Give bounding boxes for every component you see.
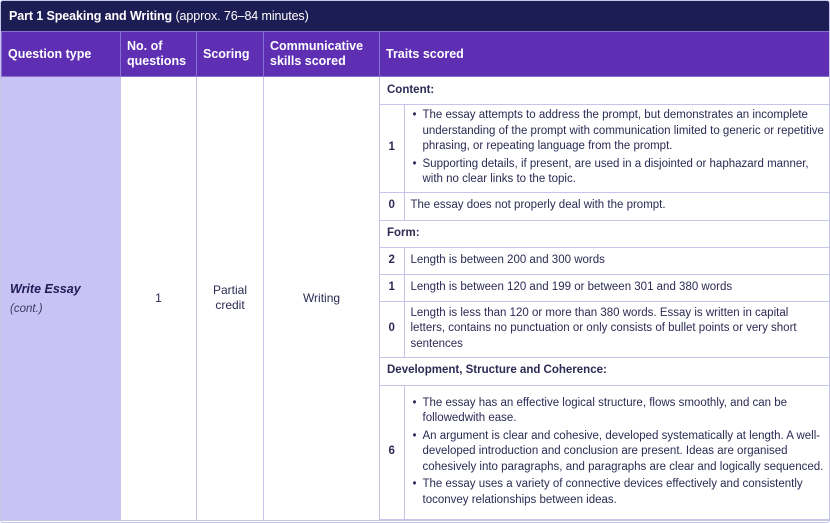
table-header-row <box>2 32 830 77</box>
list-item: • An argument is clear and cohesive, developed systematically at length. A well-developed introduction and conclusion are present. Ideas are organised cohesively into paragraphs, and paragraphs are clear and logically sequenced. <box>411 429 826 476</box>
trait-title-form: Form: <box>380 220 830 247</box>
score-description <box>404 104 830 192</box>
score-description <box>404 385 830 519</box>
list-item: • The essay attempts to address the prompt, but demonstrates an incomplete understanding of the prompt with communication limited to generic or repetitive phrasing, or repeating language from the prompt. <box>411 108 826 155</box>
part-duration: (approx. 76–84 minutes) <box>175 9 309 23</box>
list-item: • The essay has an effective logical structure, flows smoothly, and can be followedwith ease. <box>411 396 826 427</box>
score-value: 1 <box>380 104 404 192</box>
trait-section-development <box>380 357 830 385</box>
col-header-traits: Traits scored <box>380 32 830 77</box>
score-value: 0 <box>380 301 404 357</box>
score-description: Length is less than 120 or more than 380 words. Essay is written in capital letters, contains no punctuation or only consists of bullet points or very short sentences <box>404 301 830 357</box>
trait-score-row <box>380 274 830 301</box>
part-title: Part 1 Speaking and Writing <box>9 9 173 23</box>
col-header-comm-skills: Communicative skills scored <box>264 32 380 77</box>
score-description: Length is between 120 and 199 or between 301 and 380 words <box>404 274 830 301</box>
num-questions-cell: 1 <box>121 77 197 521</box>
col-header-question-type: Question type <box>2 32 121 77</box>
traits-cell <box>380 77 830 521</box>
question-type-cell <box>2 77 121 521</box>
table-row <box>2 77 830 521</box>
score-description: The essay does not properly deal with the prompt. <box>404 192 830 220</box>
trait-score-row <box>380 192 830 220</box>
trait-score-row <box>380 385 830 519</box>
trait-title-content: Content: <box>380 77 830 104</box>
score-description: Length is between 200 and 300 words <box>404 247 830 274</box>
trait-score-row <box>380 247 830 274</box>
traits-table <box>380 77 830 520</box>
score-value: 6 <box>380 385 404 519</box>
trait-score-row <box>380 104 830 192</box>
col-header-num-questions: No. of questions <box>121 32 197 77</box>
col-header-scoring: Scoring <box>197 32 264 77</box>
list-item: • Supporting details, if present, are used in a disjointed or haphazard manner, with no clear links to the topic. <box>411 157 826 188</box>
trait-title-development: Development, Structure and Coherence: <box>380 357 830 385</box>
score-value: 2 <box>380 247 404 274</box>
question-type-name: Write Essay <box>10 281 81 296</box>
trait-score-row <box>380 301 830 357</box>
skills-cell: Writing <box>264 77 380 521</box>
part-title-bar <box>1 1 830 31</box>
scoring-table <box>1 31 830 521</box>
score-value: 1 <box>380 274 404 301</box>
trait-section-form <box>380 220 830 247</box>
score-value: 0 <box>380 192 404 220</box>
list-item: • The essay uses a variety of connective devices effectively and consistently toconvey relationships between ideas. <box>411 477 826 508</box>
scoring-cell: Partial credit <box>197 77 264 521</box>
question-type-note: (cont.) <box>10 302 43 315</box>
trait-section-content <box>380 77 830 104</box>
